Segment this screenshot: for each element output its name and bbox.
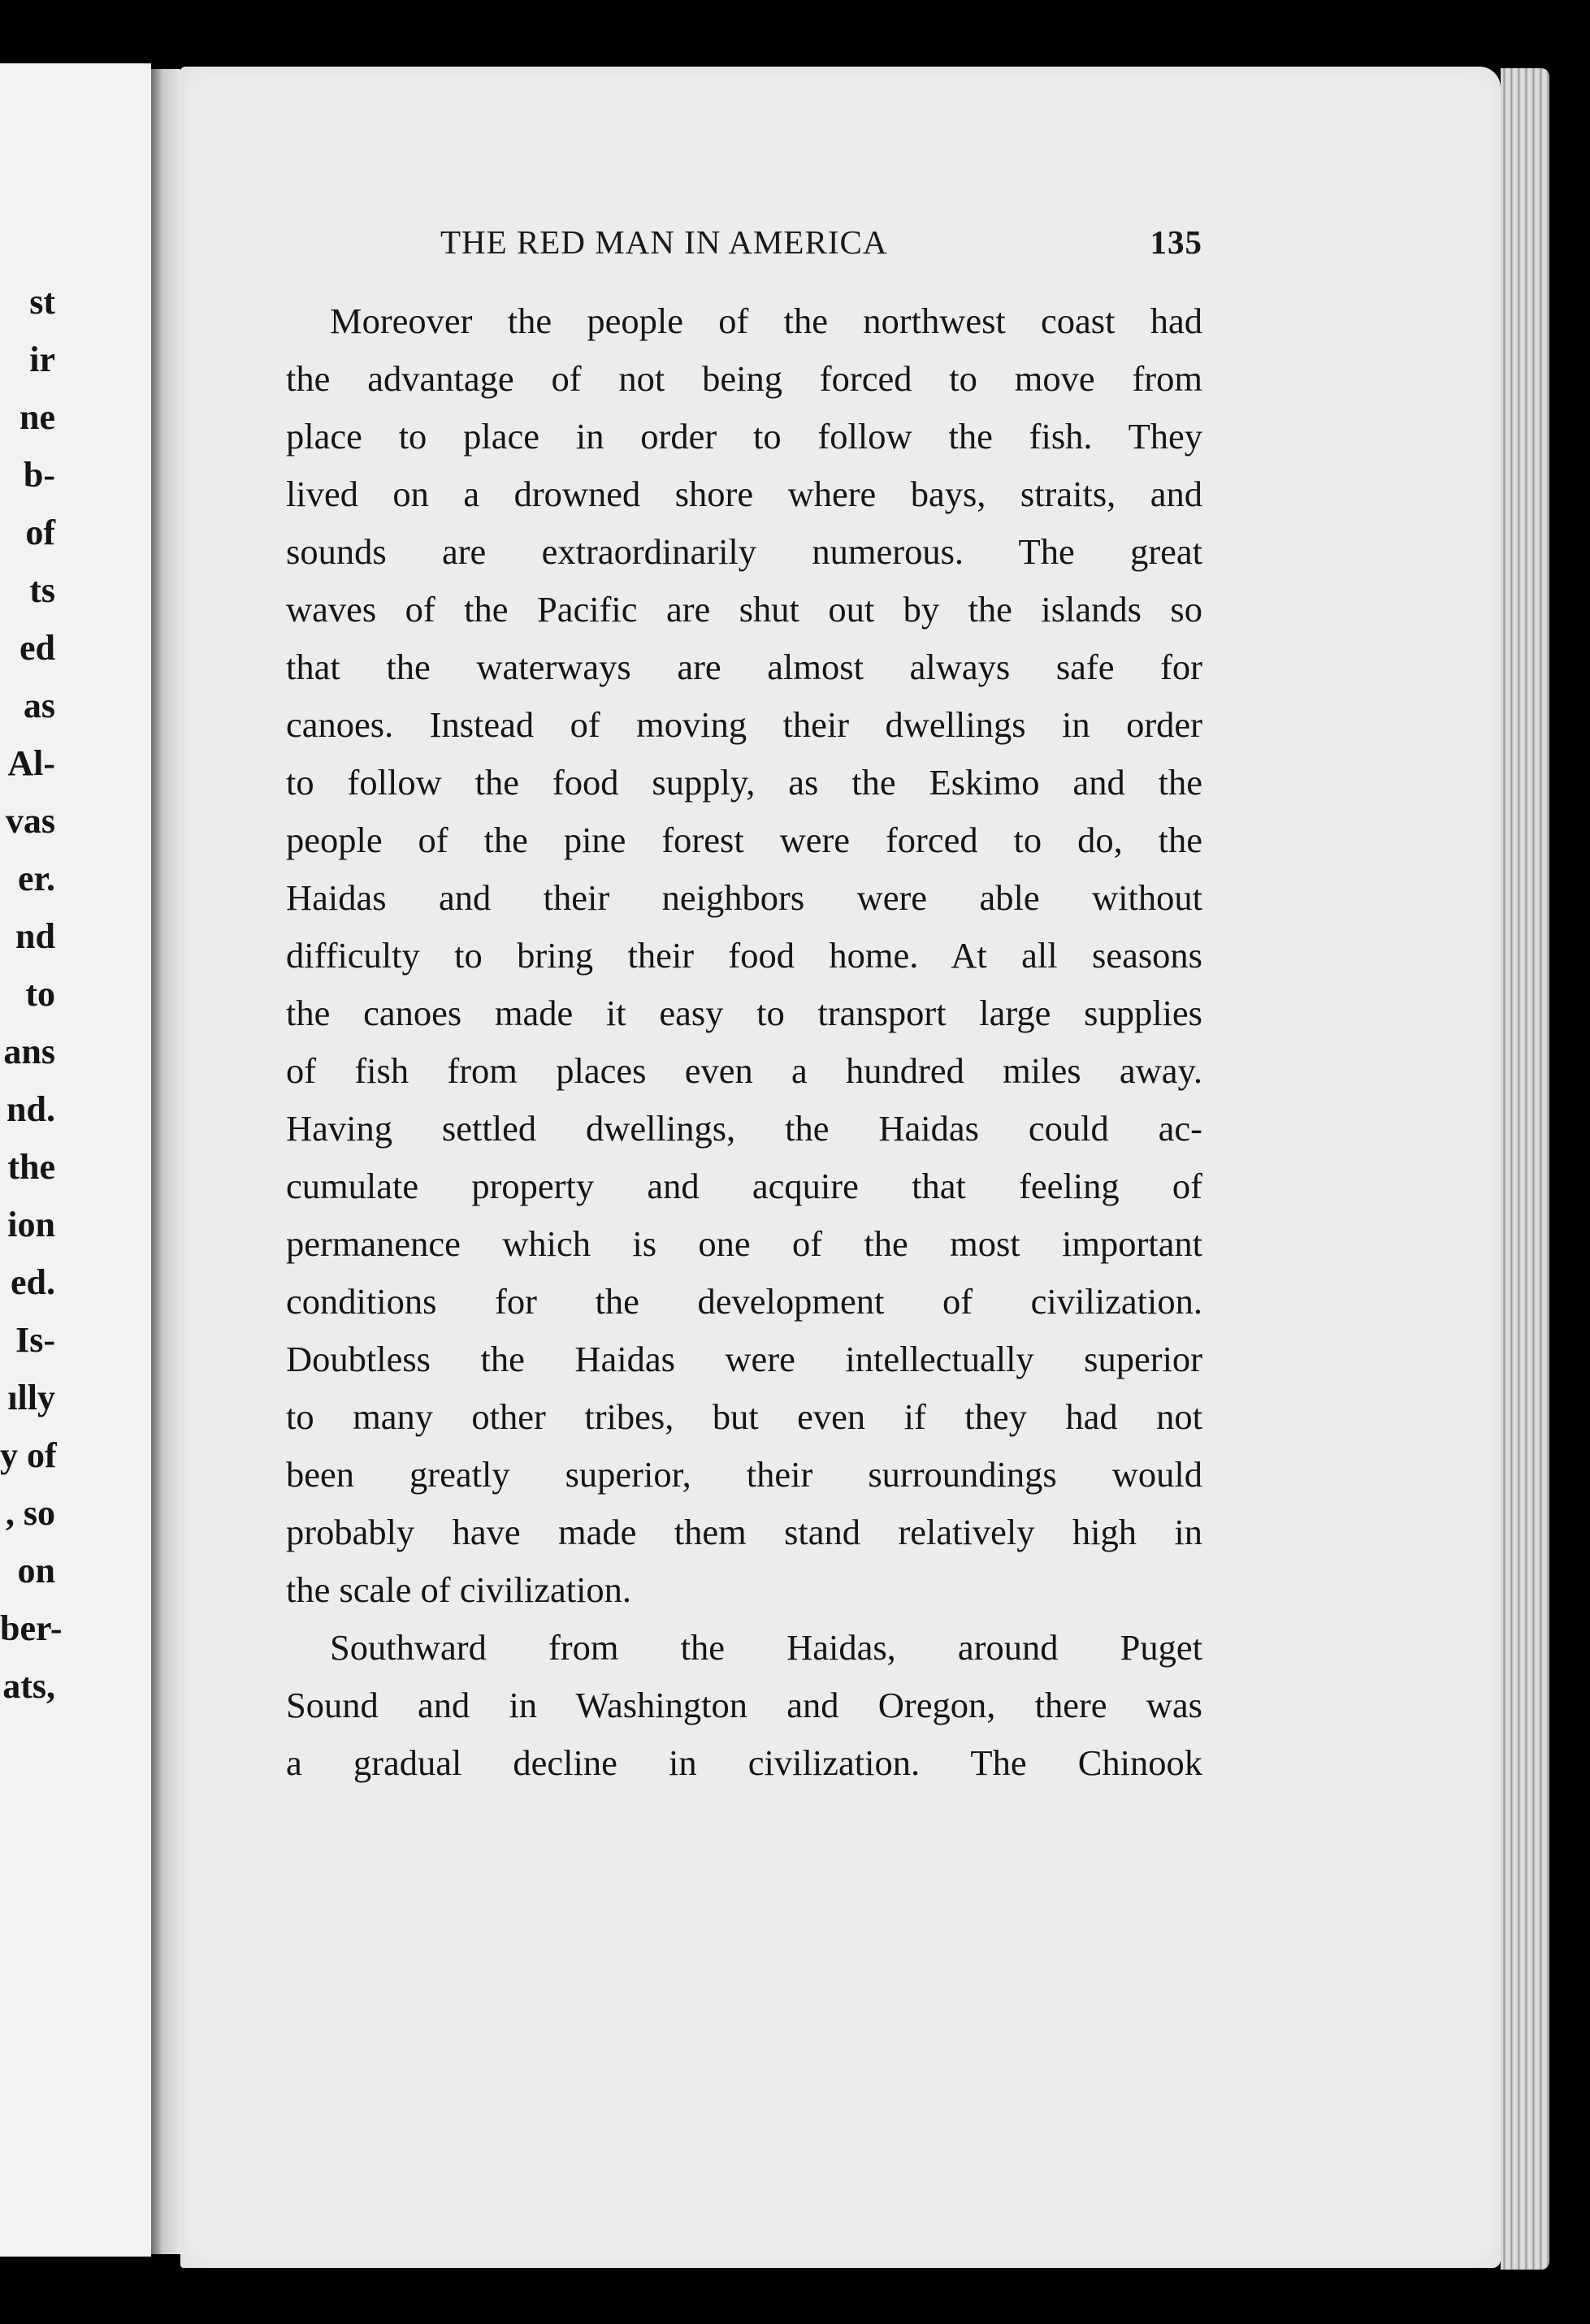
- text-line: of fish from places even a hundred miles away.: [286, 1050, 1202, 1091]
- text-fragment: the: [7, 1147, 55, 1187]
- text-fragment: of: [25, 513, 55, 552]
- paragraph: [286, 1619, 1202, 1792]
- text-fragment: ed: [19, 628, 55, 668]
- text-line: waves of the Pacific are shut out by the islands so: [286, 589, 1202, 630]
- text-fragment: b-: [23, 455, 55, 495]
- text-line: the scale of civilization.: [286, 1569, 632, 1610]
- text-fragment: er.: [17, 859, 55, 898]
- text-fragment: Is-: [15, 1320, 55, 1360]
- text-line: Haidas and their neighbors were able without: [286, 877, 1202, 918]
- text-line: to many other tribes, but even if they had not: [286, 1396, 1202, 1437]
- text-line: been greatly superior, their surroundings would: [286, 1454, 1202, 1495]
- text-fragment: st: [29, 282, 55, 322]
- text-fragment: nd.: [6, 1089, 55, 1129]
- body-text: [286, 292, 1202, 1792]
- text-fragment: , so: [5, 1493, 55, 1533]
- previous-page-edge: [0, 63, 151, 2257]
- text-line: Sound and in Washington and Oregon, there was: [286, 1685, 1202, 1725]
- text-line: people of the pine forest were forced to do, the: [286, 820, 1202, 860]
- text-line: lived on a drowned shore where bays, straits, and: [286, 474, 1202, 514]
- text-line: permanence which is one of the most important: [286, 1223, 1202, 1264]
- page-header: [260, 218, 1202, 270]
- text-fragment: ber-: [0, 1608, 63, 1648]
- text-fragment: Al-: [7, 743, 55, 783]
- text-fragment: ne: [19, 397, 55, 437]
- text-fragment: ir: [29, 340, 55, 379]
- text-line: to follow the food supply, as the Eskimo and the: [286, 762, 1202, 803]
- text-line: probably have made them stand relatively high in: [286, 1512, 1202, 1552]
- text-fragment: as: [23, 686, 55, 725]
- text-line: a gradual decline in civilization. The Chinook: [286, 1742, 1202, 1783]
- text-line: Doubtless the Haidas were intellectually superior: [286, 1339, 1202, 1379]
- book-gutter: [151, 69, 180, 2254]
- text-fragment: y of: [0, 1435, 57, 1475]
- text-fragment: ılly: [7, 1378, 55, 1417]
- text-fragment: vas: [5, 801, 55, 841]
- text-line: Southward from the Haidas, around Puget: [330, 1627, 1202, 1668]
- paragraph: [286, 292, 1202, 1619]
- text-fragment: ed.: [11, 1262, 55, 1302]
- text-fragment: ats,: [2, 1666, 55, 1706]
- text-fragment: to: [25, 974, 55, 1014]
- text-line: difficulty to bring their food home. At all seasons: [286, 935, 1202, 976]
- text-line: the canoes made it easy to transport large supplies: [286, 993, 1202, 1033]
- previous-page-text-fragments: [0, 273, 151, 1715]
- text-line: Having settled dwellings, the Haidas could ac-: [286, 1108, 1202, 1149]
- running-head: THE RED MAN IN AMERICA: [440, 223, 888, 261]
- text-fragment: ts: [29, 570, 55, 610]
- text-line: conditions for the development of civilization.: [286, 1281, 1202, 1322]
- text-line: that the waterways are almost always safe for: [286, 647, 1202, 687]
- page-edges: [1501, 68, 1549, 2270]
- text-line: the advantage of not being forced to move from: [286, 358, 1202, 399]
- text-fragment: nd: [15, 916, 55, 956]
- text-line: Moreover the people of the northwest coast had: [330, 301, 1202, 341]
- text-fragment: ion: [7, 1205, 55, 1244]
- text-fragment: ans: [3, 1032, 55, 1071]
- text-fragment: on: [17, 1551, 55, 1590]
- text-line: cumulate property and acquire that feeling of: [286, 1166, 1202, 1206]
- text-line: place to place in order to follow the fish. They: [286, 416, 1202, 457]
- page-number: 135: [1150, 223, 1202, 261]
- text-line: canoes. Instead of moving their dwellings in order: [286, 704, 1202, 745]
- text-line: sounds are extraordinarily numerous. The great: [286, 531, 1202, 572]
